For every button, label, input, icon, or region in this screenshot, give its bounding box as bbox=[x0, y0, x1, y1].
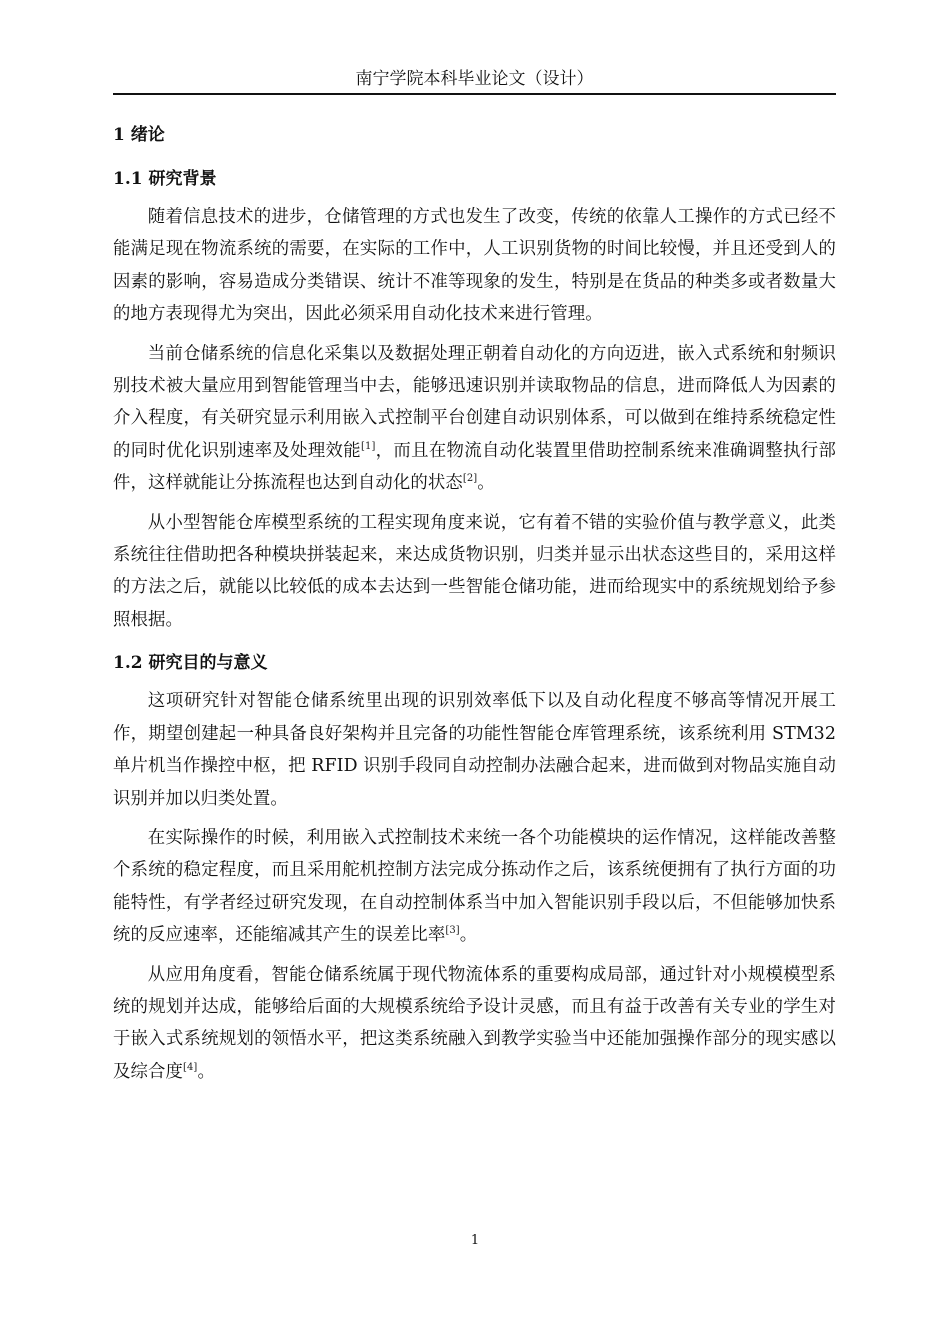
paragraph-text: 从应用角度看，智能仓储系统属于现代物流体系的重要构成局部，通过针对小规模模型系统的规划并达成，能够给后面的大规模系统给予设计灵感，而且有益于改善有关专业的学生对于嵌入式系统规划的领悟水平，把这类系统融入到教学实验当中还能加强操作部分的现实感以及综合度 bbox=[113, 964, 836, 1082]
paragraph bbox=[113, 685, 836, 815]
citation-ref: [3] bbox=[445, 925, 460, 937]
paragraph-text: 。 bbox=[197, 1061, 215, 1082]
citation-ref: [1] bbox=[360, 441, 376, 453]
paragraph bbox=[113, 959, 836, 1089]
paragraph-text: 这项研究针对智能仓储系统里出现的识别效率低下以及自动化程度不够高等情况开展工作，期望创建起一种具备良好架构并且完备的功能性智能仓库管理系统，该系统利用 STM32 单片机当作操控中枢，把 RFID 识别手段同自动控制办法融合起来，进而做到对物品实施自动识别并加以归类处置。 bbox=[113, 691, 836, 809]
page-number: 1 bbox=[470, 1233, 480, 1248]
header-title: 南宁学院本科毕业论文（设计） bbox=[355, 69, 594, 89]
paragraph bbox=[113, 201, 836, 331]
paragraph-text: ，而且在物流自动化装置里借助控制系统来准确调整执行部件，这样就能让分拣流程也达到自动化的状态 bbox=[113, 440, 836, 494]
page-header bbox=[113, 66, 836, 95]
citation-ref: [2] bbox=[462, 473, 478, 485]
section-heading-purpose: 1.2 研究目的与意义 bbox=[113, 653, 268, 674]
paragraph-text: 随着信息技术的进步，仓储管理的方式也发生了改变，传统的依靠人工操作的方式已经不能满足现在物流系统的需要，在实际的工作中，人工识别货物的时间比较慢，并且还受到人的因素的影响，容易造成分类错误、统计不准等现象的发生，特别是在货品的种类多或者数量大的地方表现得尤为突出，因此必须采用自动化技术来进行管理。 bbox=[113, 207, 836, 325]
citation-ref: [4] bbox=[182, 1061, 198, 1073]
section-heading-background: 1.1 研究背景 bbox=[113, 169, 217, 189]
paragraph bbox=[113, 507, 836, 637]
paragraph-text: 当前仓储系统的信息化采集以及数据处理正朝着自动化的方向迈进，嵌入式系统和射频识别技术被大量应用到智能管理当中去，能够迅速识别并读取物品的信息，进而降低人为因素的介入程度，有关研究显示利用嵌入式控制平台创建自动识别体系，可以做到在维持系统稳定性的同时优化识别速率及处理效能 bbox=[113, 343, 836, 461]
paragraph-text: 。 bbox=[477, 473, 495, 494]
paragraph-text: 从小型智能仓库模型系统的工程实现角度来说，它有着不错的实验价值与教学意义，此类系统往往借助把各种模块拼装起来，来达成货物识别，归类并显示出状态这些目的，采用这样的方法之后，就能以比较低的成本去达到一些智能仓储功能，进而给现实中的系统规划给予参照根据。 bbox=[113, 512, 836, 630]
chapter-heading: 1 绪论 bbox=[113, 125, 165, 145]
paragraph bbox=[113, 822, 836, 952]
paragraph bbox=[113, 338, 836, 500]
paragraph-text: 在实际操作的时候，利用嵌入式控制技术来统一各个功能模块的运作情况，这样能改善整个系统的稳定程度，而且采用舵机控制方法完成分拣动作之后，该系统便拥有了执行方面的功能特性，有学者经过研究发现，在自动控制体系当中加入智能识别手段以后，不但能够加快系统的反应速率，还能缩减其产生的误差比率 bbox=[113, 827, 836, 946]
document-body bbox=[113, 118, 836, 1095]
paragraph-text: 。 bbox=[459, 925, 478, 946]
